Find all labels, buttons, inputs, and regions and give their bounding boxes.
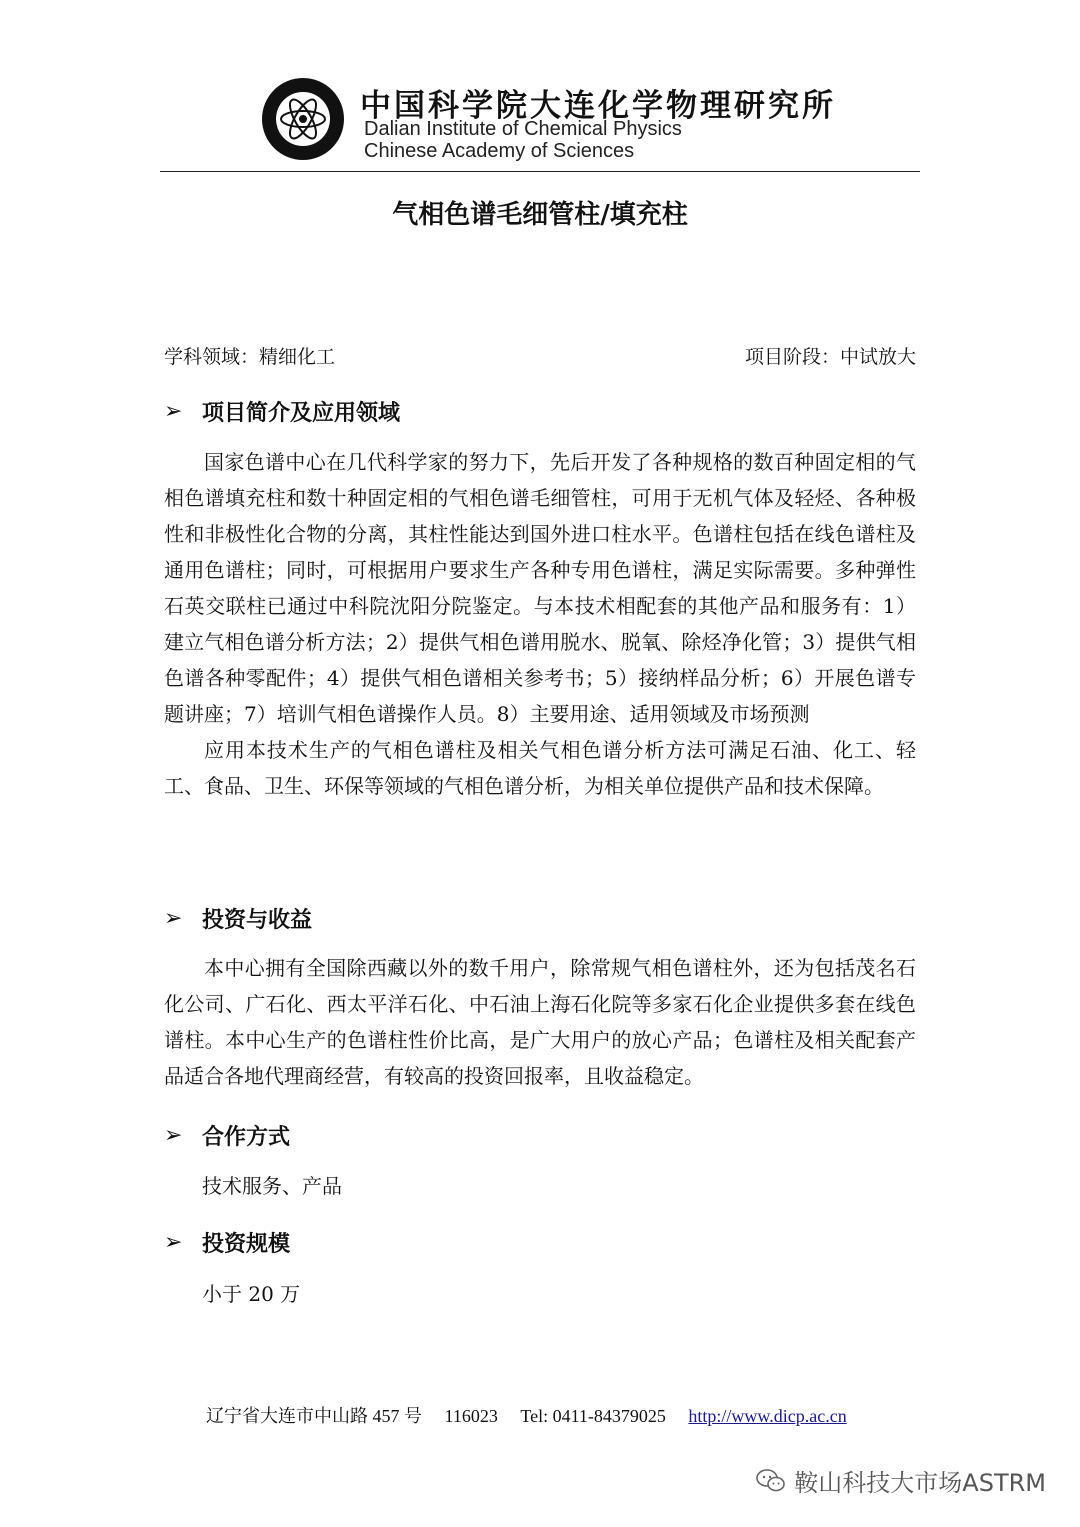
section-heading-cooperation [164, 1120, 290, 1151]
bullet-arrow-icon: ➢ [164, 399, 183, 424]
section-heading-scale [164, 1227, 290, 1258]
section-heading-intro [164, 396, 400, 427]
scale-text: 小于 20 万 [202, 1282, 301, 1306]
project-stage: 项目阶段：中试放大 [744, 346, 916, 368]
section-heading-investment [164, 903, 312, 934]
document-title: 气相色谱毛细管柱/填充柱 [392, 200, 688, 230]
institute-name-en: Dalian Institute of Chemical Physics [364, 118, 682, 140]
footer-tel: Tel: 0411-84379025 [520, 1406, 666, 1426]
footer-website-link[interactable]: http://www.dicp.ac.cn [688, 1406, 847, 1426]
footer-address: 辽宁省大连市中山路 457 号 [206, 1406, 422, 1426]
intro-paragraph-1: 国家色谱中心在几代科学家的努力下，先后开发了各种规格的数百种固定相的气相色谱填充柱和数十种固定相的气相色谱毛细管柱，可用于无机气体及轻烃、各种极性和非极性化合物的分离，其柱性能达到国外进口柱水平。色谱柱包括在线色谱柱及通用色谱柱；同时，可根据用户要求生产各种专用色谱柱，满足实际需要。多种弹性石英交联柱已通过中科院沈阳分院鉴定。与本技术相配套的其他产品和服务有：1）建立气相色谱分析方法；2）提供气相色谱用脱水、脱氧、除烃净化管；3）提供气相色谱各种零配件；4）提供气相色谱相关参考书；5）接纳样品分析；6）开展色谱专题讲座；7）培训气相色谱操作人员。8）主要用途、适用领域及市场预测 [164, 450, 916, 726]
section-title: 投资规模 [202, 1232, 291, 1257]
cooperation-text: 技术服务、产品 [202, 1174, 342, 1198]
academy-name-en: Chinese Academy of Sciences [364, 140, 635, 162]
subject-field: 学科领域：精细化工 [164, 346, 336, 368]
bullet-arrow-icon: ➢ [164, 1230, 183, 1255]
letterhead [160, 70, 920, 170]
institute-seal-logo [260, 76, 346, 162]
bullet-arrow-icon: ➢ [164, 1123, 183, 1148]
section-title: 投资与收益 [202, 908, 313, 933]
intro-text [164, 444, 916, 804]
watermark-text: 鞍山科技大市场ASTRM [794, 1469, 1046, 1497]
investment-text [164, 950, 916, 1094]
footer-postcode: 116023 [444, 1406, 498, 1426]
watermark [756, 1463, 1046, 1498]
section-title: 项目简介及应用领域 [202, 401, 401, 426]
project-meta [164, 342, 916, 372]
investment-paragraph: 本中心拥有全国除西藏以外的数千用户，除常规气相色谱柱外，还为包括茂名石化公司、广石化、西太平洋石化、中石油上海石化院等多家石化企业提供多套在线色谱柱。本中心生产的色谱柱性价比高，是广大用户的放心产品；色谱柱及相关配套产品适合各地代理商经营，有较高的投资回报率，且收益稳定。 [164, 956, 916, 1088]
institute-name-cn: 中国科学院大连化学物理研究所 [360, 88, 836, 124]
header-divider [160, 171, 920, 172]
wechat-icon [756, 1468, 786, 1494]
bullet-arrow-icon: ➢ [164, 906, 183, 931]
section-title: 合作方式 [202, 1125, 291, 1150]
intro-paragraph-2: 应用本技术生产的气相色谱柱及相关气相色谱分析方法可满足石油、化工、轻工、食品、卫生、环保等领域的气相色谱分析，为相关单位提供产品和技术保障。 [164, 738, 916, 798]
footer-contact [206, 1402, 847, 1428]
